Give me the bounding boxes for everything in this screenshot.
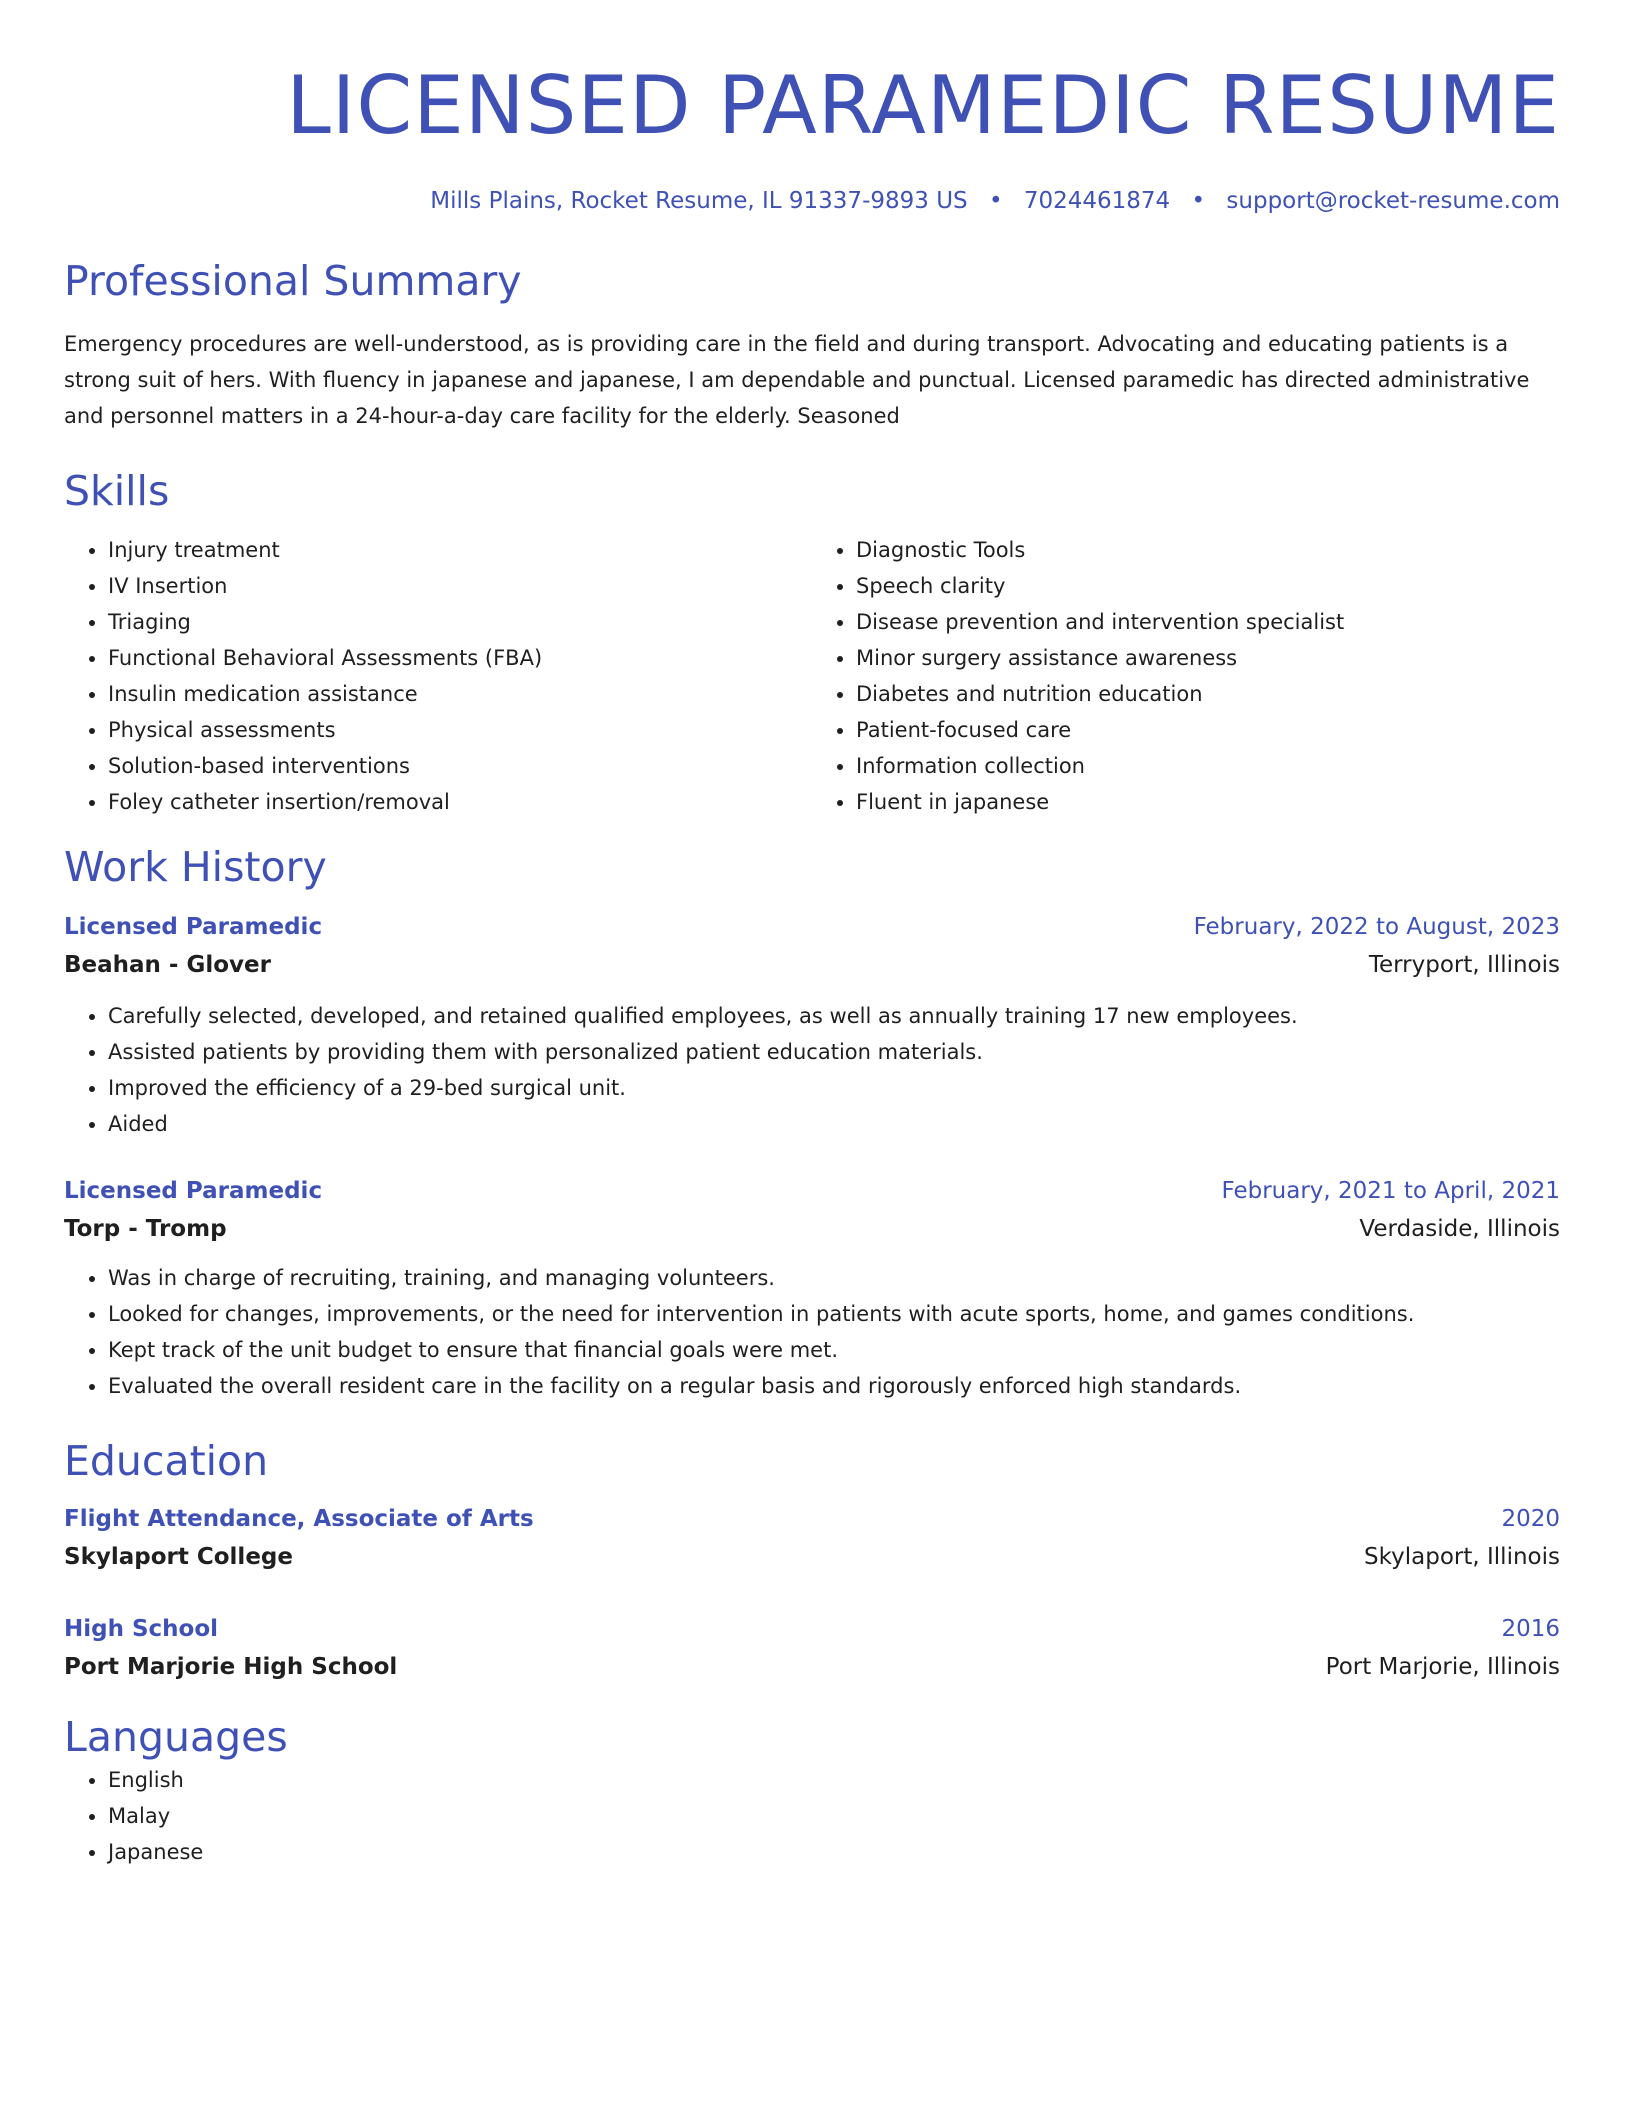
skill-item: • Patient-focused care: [856, 712, 1560, 748]
summary-text: Emergency procedures are well-understood, as is providing care in the field and during transport. Advocating and educating patients is a strong suit of hers. With fluency in japanese and japanese, I am dependable and punctual. Licensed paramedic has directed administrative and personnel matters in a 24-hour-a-day care facility for the elderly. Seasoned: [64, 332, 1530, 428]
skill-item: • Disease prevention and intervention specialist: [856, 604, 1560, 640]
skill-item: • IV Insertion: [108, 568, 812, 604]
education-location: Skylaport, Illinois: [1364, 1544, 1560, 1570]
resume-page: [64, 0, 1560, 1870]
job-dates: February, 2022 to August, 2023: [1193, 914, 1560, 940]
skill-item: • Fluent in japanese: [856, 784, 1560, 820]
languages-list: [64, 1762, 1560, 1870]
contact-line: [64, 186, 1560, 216]
contact-phone: 7024461874: [1023, 188, 1171, 214]
job-entry: [64, 1172, 1560, 1404]
education-heading: Education: [64, 1437, 269, 1485]
job-title: Licensed Paramedic: [64, 1178, 323, 1204]
job-dates: February, 2021 to April, 2021: [1221, 1178, 1560, 1204]
skills-heading: Skills: [64, 467, 170, 515]
education-school: Port Marjorie High School: [64, 1654, 398, 1680]
skill-item: • Minor surgery assistance awareness: [856, 640, 1560, 676]
language-item: • English: [108, 1762, 1560, 1798]
education-year: 2020: [1501, 1506, 1560, 1532]
skill-item: • Triaging: [108, 604, 812, 640]
education-entry: [64, 1500, 1560, 1576]
job-title: Licensed Paramedic: [64, 914, 323, 940]
skills-column-right: [812, 532, 1560, 820]
skill-item: • Insulin medication assistance: [108, 676, 812, 712]
education-entry: [64, 1610, 1560, 1686]
education-location: Port Marjorie, Illinois: [1325, 1654, 1560, 1680]
skill-item: • Functional Behavioral Assessments (FBA): [108, 640, 812, 676]
contact-email: support@rocket-resume.com: [1226, 188, 1560, 214]
language-item: • Malay: [108, 1798, 1560, 1834]
job-location: Terryport, Illinois: [1368, 952, 1560, 978]
education-degree: High School: [64, 1616, 219, 1642]
education-school: Skylaport College: [64, 1544, 293, 1570]
skill-item: • Information collection: [856, 748, 1560, 784]
education-degree: Flight Attendance, Associate of Arts: [64, 1506, 534, 1532]
resume-title: LICENSED PARAMEDIC RESUME: [286, 59, 1560, 152]
work-history-heading: Work History: [64, 843, 327, 891]
job-bullet: • Improved the efficiency of a 29-bed surgical unit.: [108, 1070, 1560, 1106]
job-company: Torp - Tromp: [64, 1216, 227, 1242]
job-bullet: • Carefully selected, developed, and retained qualified employees, as well as annually training 17 new employees.: [108, 998, 1560, 1034]
contact-address: Mills Plains, Rocket Resume, IL 91337-9893 US: [430, 188, 968, 214]
skills-column-left: [64, 532, 812, 820]
skill-item: • Diagnostic Tools: [856, 532, 1560, 568]
contact-separator: •: [988, 188, 1003, 214]
job-location: Verdaside, Illinois: [1359, 1216, 1560, 1242]
skill-item: • Speech clarity: [856, 568, 1560, 604]
job-entry: [64, 908, 1560, 1142]
job-bullet: • Was in charge of recruiting, training, and managing volunteers.: [108, 1260, 1560, 1296]
job-bullet: • Kept track of the unit budget to ensure that financial goals were met.: [108, 1332, 1560, 1368]
languages-heading: Languages: [64, 1713, 288, 1761]
language-item: • Japanese: [108, 1834, 1560, 1870]
job-bullets: [64, 998, 1560, 1142]
job-bullet: • Evaluated the overall resident care in the facility on a regular basis and rigorously enforced high standards.: [108, 1368, 1560, 1404]
skill-item: • Physical assessments: [108, 712, 812, 748]
skills-list: [64, 532, 1560, 820]
job-bullet: • Assisted patients by providing them with personalized patient education materials.: [108, 1034, 1560, 1070]
skill-item: • Solution-based interventions: [108, 748, 812, 784]
summary-heading: Professional Summary: [64, 257, 522, 305]
skill-item: • Injury treatment: [108, 532, 812, 568]
education-year: 2016: [1501, 1616, 1560, 1642]
job-company: Beahan - Glover: [64, 952, 271, 978]
job-bullet: • Aided: [108, 1106, 1560, 1142]
skill-item: • Diabetes and nutrition education: [856, 676, 1560, 712]
job-bullets: [64, 1260, 1560, 1404]
skill-item: • Foley catheter insertion/removal: [108, 784, 812, 820]
job-bullet: • Looked for changes, improvements, or the need for intervention in patients with acute sports, home, and games conditions.: [108, 1296, 1560, 1332]
contact-separator: •: [1191, 188, 1206, 214]
